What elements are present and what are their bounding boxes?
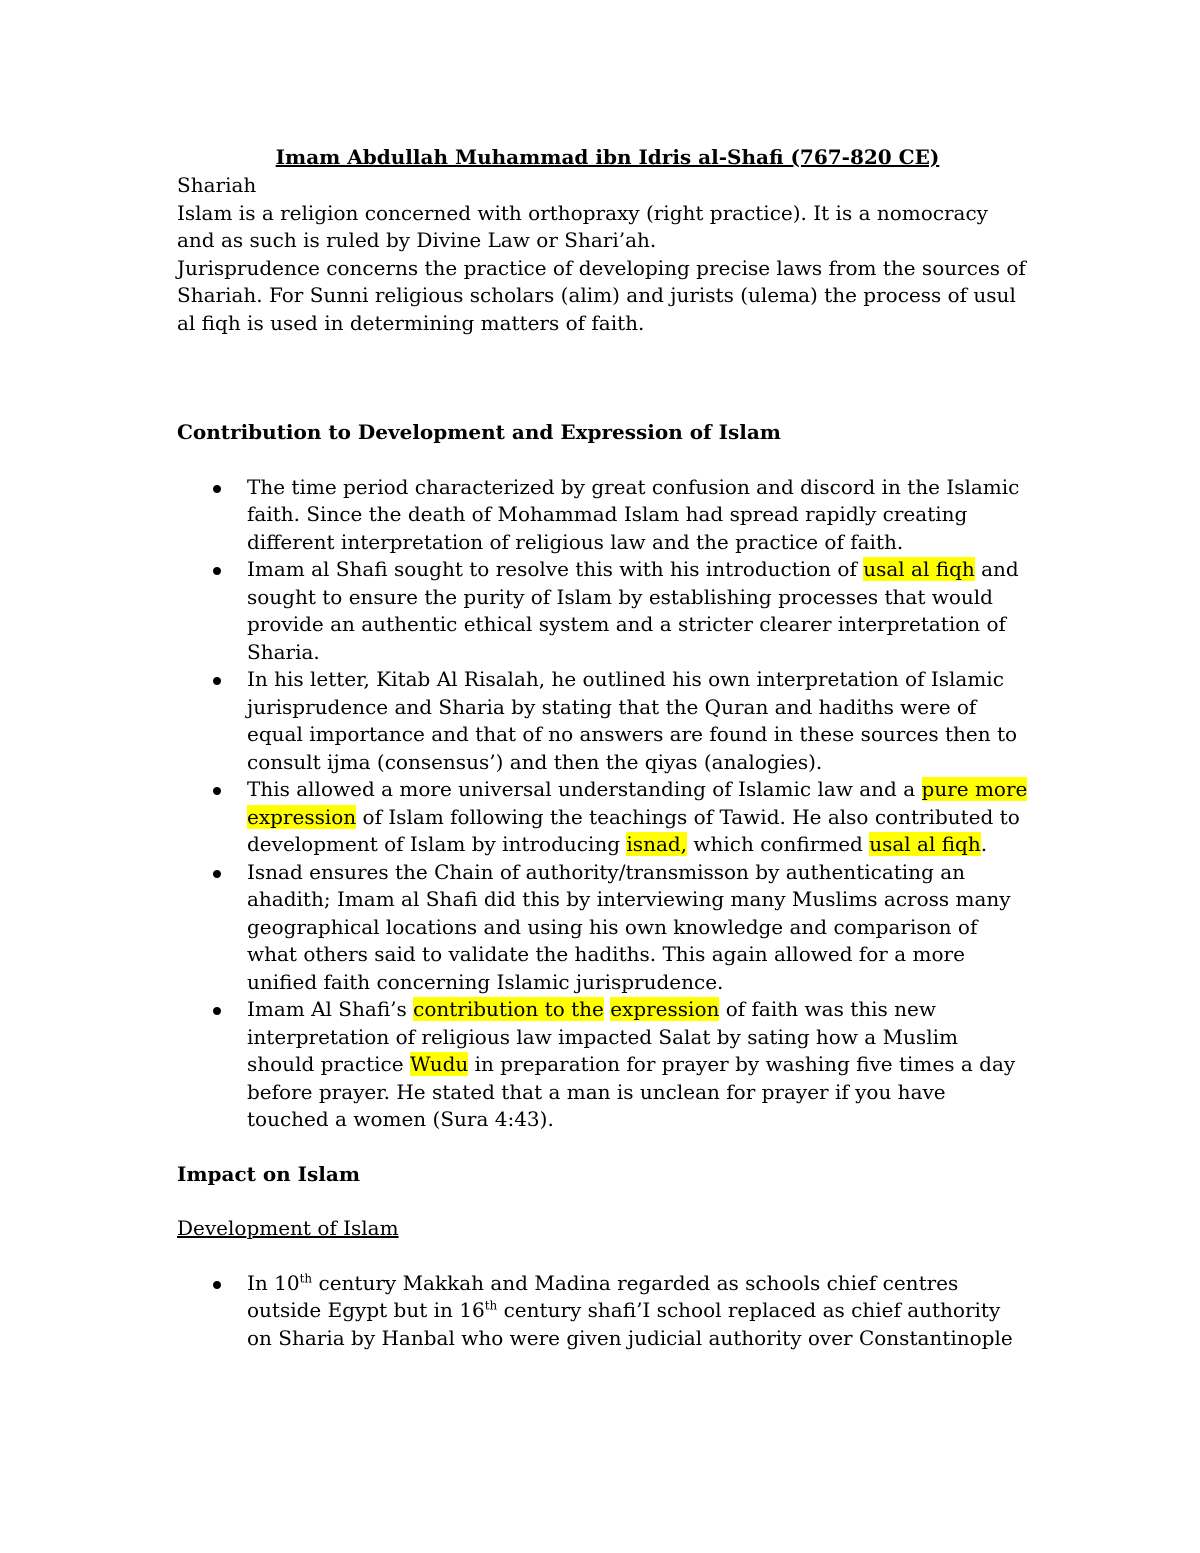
- list-item-text: .: [980, 832, 988, 856]
- bullet-icon: [213, 787, 221, 795]
- bullet-icon: [213, 1281, 221, 1289]
- highlighted-text: isnad,: [626, 832, 688, 856]
- highlighted-text: usal al fiqh: [869, 832, 981, 856]
- intro-paragraph-1: Islam is a religion concerned with orthopraxy (right practice). It is a nomocracy and as such is ruled by Divine Law or Shari’ah.: [177, 200, 988, 252]
- list-item: [177, 474, 1030, 557]
- section-heading-contribution: Contribution to Development and Expression of Islam: [177, 420, 781, 444]
- highlighted-text: Wudu: [409, 1052, 469, 1076]
- list-item: [177, 556, 1030, 666]
- subheading-development: Development of Islam: [177, 1216, 399, 1240]
- bullet-icon: [213, 870, 221, 878]
- spacer: [177, 337, 1030, 419]
- list-item-text: In 10: [247, 1270, 300, 1295]
- superscript: th: [299, 1270, 313, 1285]
- list-item: [177, 1270, 1030, 1353]
- list-item-text: century shafi’I school replaced as chief authority on Sharia by Hanbal who were given judicial authority over Constantinople: [247, 1298, 1013, 1350]
- list-item-text: This allowed a more universal understanding of Islamic law and a: [247, 777, 922, 801]
- spacer: [177, 1243, 1030, 1270]
- list-item-text: of Islam following the teachings of Tawid. He also contributed to development of Islam by introducing: [247, 804, 1020, 856]
- superscript: th: [484, 1298, 498, 1313]
- spacer: [177, 447, 1030, 474]
- bullet-icon: [213, 1007, 221, 1015]
- spacer: [177, 1134, 1030, 1161]
- bullet-icon: [213, 677, 221, 685]
- list-item-text: in preparation for prayer by washing five times a day before prayer. He stated that a man is unclean for prayer if you have touched a women (Sura 4:43).: [247, 1052, 1016, 1131]
- list-item: [177, 996, 1030, 1134]
- list-item-text: Imam al Shafi sought to resolve this with his introduction of: [247, 557, 864, 581]
- section-heading-impact: Impact on Islam: [177, 1161, 361, 1186]
- intro-label: Shariah: [177, 173, 257, 197]
- spacer: [177, 1188, 1030, 1215]
- list-item-text: century Makkah and Madina regarded as schools chief centres outside Egypt but in 16: [247, 1270, 959, 1322]
- list-item-text: Isnad ensures the Chain of authority/transmisson by authenticating an ahadith; Imam al Shafi did this by interviewing many Muslims across many geographical locations and using his own knowledge and comparison of what others said to validate the hadiths. This again allowed for a more unified faith concerning Islamic jurisprudence.: [247, 859, 1011, 994]
- list-item: [177, 666, 1030, 776]
- intro-paragraph-2: Jurisprudence concerns the practice of developing precise laws from the sources of Shariah. For Sunni religious scholars (alim) and jurists (ulema) the process of usul al fiqh is used in determining matters of faith.: [177, 255, 1026, 335]
- highlighted-text: contribution to the: [413, 997, 604, 1021]
- highlighted-text: expression: [610, 997, 720, 1021]
- contribution-list: [177, 474, 1030, 1134]
- highlighted-text: pure more expression: [247, 777, 1028, 829]
- list-item-text: Imam Al Shafi’s: [247, 997, 414, 1021]
- list-item-text: which confirmed: [687, 832, 870, 856]
- list-item-text: In his letter, Kitab Al Risalah, he outlined his own interpretation of Islamic jurisprudence and Sharia by stating that the Quran and hadiths were of equal importance and that of no answers are found in these sources then to consult ijma (consensus’) and then the qiyas (analogies).: [247, 667, 1018, 774]
- bullet-icon: [213, 567, 221, 575]
- list-item-text: of faith was this new interpretation of religious law impacted Salat by sating how a Muslim should practice: [247, 997, 958, 1076]
- list-item: [177, 776, 1030, 859]
- page-title: Imam Abdullah Muhammad ibn Idris al-Shafi (767-820 CE): [275, 145, 940, 169]
- impact-list: [177, 1270, 1030, 1353]
- bullet-icon: [213, 485, 221, 493]
- list-item: [177, 859, 1030, 997]
- list-item-text: The time period characterized by great confusion and discord in the Islamic faith. Since the death of Mohammad Islam had spread rapidly creating different interpretation of religious law and the practice of faith.: [247, 474, 1020, 554]
- list-item-text: and sought to ensure the purity of Islam by establishing processes that would provide an authentic ethical system and a stricter clearer interpretation of Sharia.: [247, 557, 1019, 664]
- highlighted-text: usal al fiqh: [863, 557, 975, 581]
